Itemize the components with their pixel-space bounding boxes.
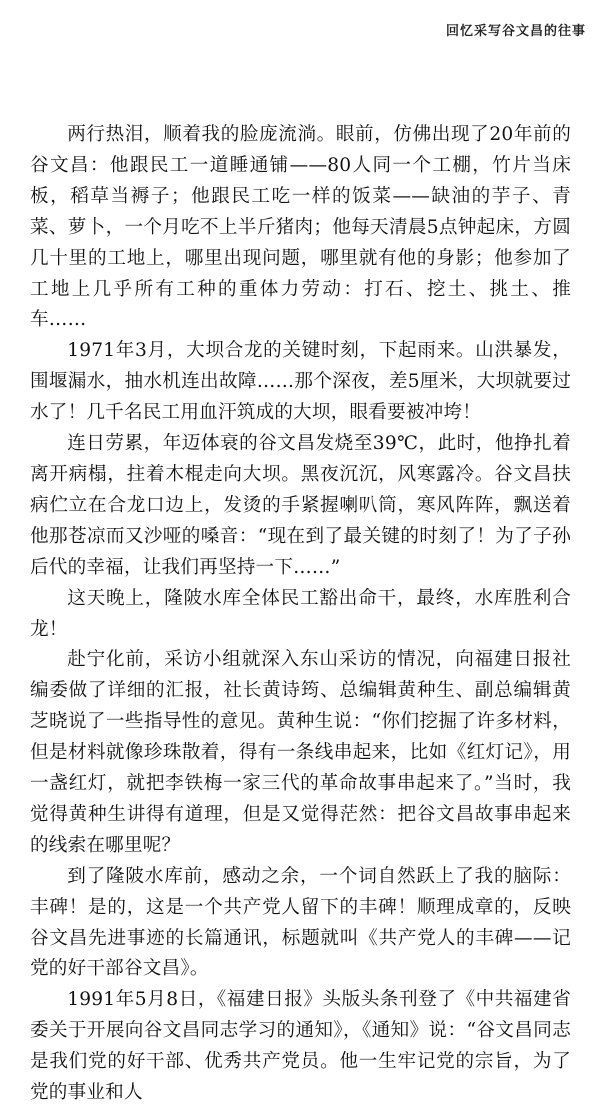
paragraph-fever: 连日劳累，年迈体衰的谷文昌发烧至39℃，此时，他挣扎着离开病榻，拄着木棍走向大坝。黑夜沉沉，风寒露冷。谷文昌扶病伫立在合龙口边上，发烫的手紧握喇叭筒，寒风阵阵，飘送着他那苍凉而又沙哑的嗓音：“现在到了最关键的时刻了！为了子孙后代的幸福，让我们再坚持一下……” bbox=[30, 433, 571, 578]
running-header: 回忆采写谷文昌的往事 bbox=[445, 24, 586, 39]
paragraph-victory: 这天晚上，隆陂水库全体民工豁出命干，最终，水库胜利合龙！ bbox=[30, 587, 571, 640]
paragraph-report: 赴宁化前，采访小组就深入东山采访的情况，向福建日报社编委做了详细的汇报，社长黄诗筠、总编辑黄种生、副总编辑黄芝晓说了一些指导性的意见。黄种生说：“你们挖掘了许多材料，但是材料就像珍珠散着，得有一条线串起来，比如《红灯记》，用一盏红灯，就把李铁梅一家三代的革命故事串起来了。”当时，我觉得黄种生讲得有道理，但是又觉得茫然：把谷文昌故事串起来的线索在哪里呢？ bbox=[30, 649, 571, 856]
body-text bbox=[30, 120, 571, 1109]
paragraph-tears: 两行热泪，顺着我的脸庞流淌。眼前，仿佛出现了20年前的谷文昌：他跟民工一道睡通铺——80人同一个工棚，竹片当床板，稻草当褥子；他跟民工吃一样的饭菜——缺油的芋子、青菜、萝卜，一个月吃不上半斤猪肉；他每天清晨5点钟起床，方圆几十里的工地上，哪里出现问题，哪里就有他的身影；他参加了工地上几乎所有工种的重体力劳动：打石、挖土、挑土、推车…… bbox=[30, 124, 571, 331]
paragraph-monument: 到了隆陂水库前，感动之余，一个词自然跃上了我的脑际：丰碑！是的，这是一个共产党人留下的丰碑！顺理成章的，反映谷文昌先进事迹的长篇通讯，标题就叫《共产党人的丰碑——记党的好干部谷文昌》。 bbox=[30, 865, 571, 980]
paragraph-dam-closure: 1971年3月，大坝合龙的关键时刻，下起雨来。山洪暴发，围堰漏水，抽水机连出故障……那个深夜，差5厘米，大坝就要过水了！几千名民工用血汗筑成的大坝，眼看要被冲垮！ bbox=[30, 340, 571, 424]
paragraph-notice: 1991年5月8日，《福建日报》头版头条刊登了《中共福建省委关于开展向谷文昌同志学习的通知》，《通知》说：“谷文昌同志是我们党的好干部、优秀共产党员。他一生牢记党的宗旨，为了党的事业和人 bbox=[30, 989, 571, 1104]
